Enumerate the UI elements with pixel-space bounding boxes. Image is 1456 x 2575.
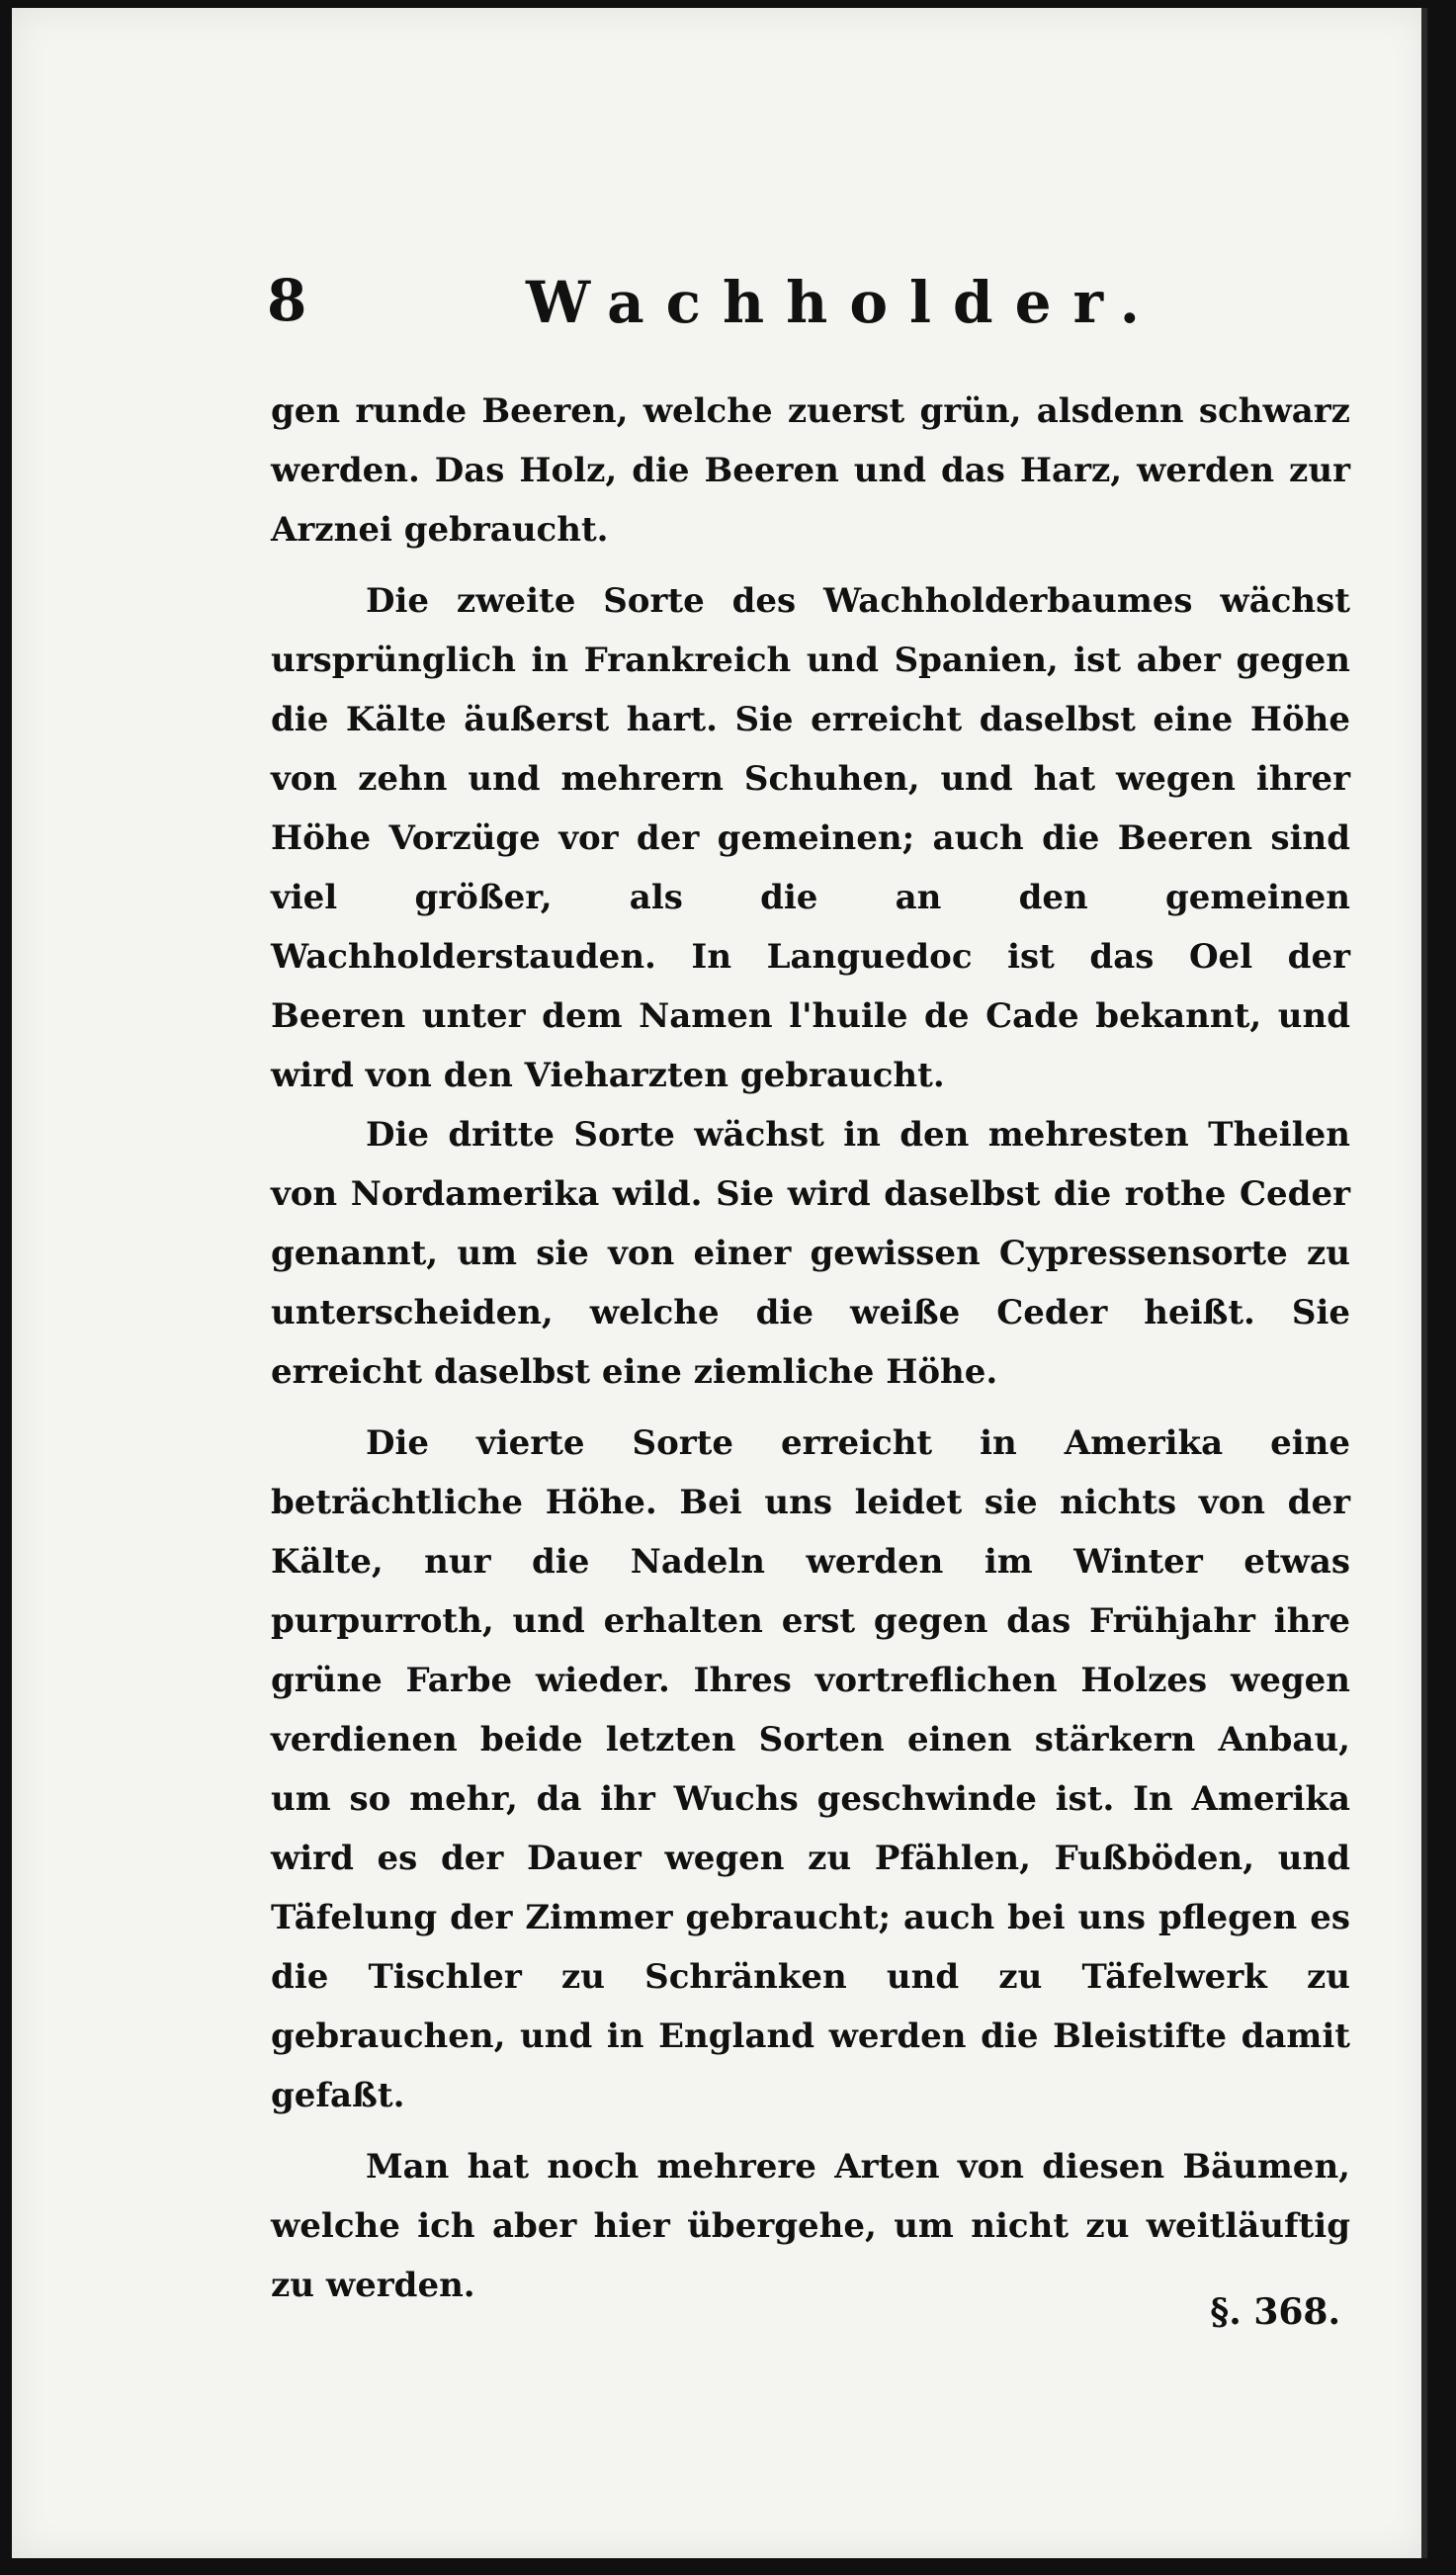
running-title: Wachholder. — [526, 269, 1161, 336]
book-page — [12, 8, 1427, 2558]
paragraph-5: Man hat noch mehrere Arten von diesen Bäumen, welche ich aber hier übergehe, um nicht zu weitläuftig zu werden. — [271, 2147, 1350, 2305]
paragraph-3: Die dritte Sorte wächst in den mehresten Theilen von Nordamerika wild. Sie wird daselbst die rothe Ceder genannt, um sie von einer gewissen Cypressensorte zu unterscheiden, welche die weiße Ceder heißt. Sie erreicht daselbst eine ziemliche Höhe. — [271, 1115, 1350, 1392]
page-number: 8 — [267, 267, 307, 334]
page-edge-shadow — [1421, 8, 1427, 2558]
paragraph-1: gen runde Beeren, welche zuerst grün, alsdenn schwarz werden. Das Holz, die Beeren und das Harz, werden zur Arznei gebraucht. — [271, 391, 1350, 550]
paragraph-4: Die vierte Sorte erreicht in Amerika eine beträchtliche Höhe. Bei uns leidet sie nichts von der Kälte, nur die Nadeln werden im Winter etwas purpurroth, und erhalten erst gegen das Frühjahr ihre grüne Farbe wieder. Ihres vortreflichen Holzes wegen verdienen beide letzten Sorten einen stärkern Anbau, um so mehr, da ihr Wuchs geschwinde ist. In Amerika wird es der Dauer wegen zu Pfählen, Fußböden, und Täfelung der Zimmer gebraucht; auch bei uns pflegen es die Tischler zu Schränken und zu Täfelwerk zu gebrauchen, und in England werden die Bleistifte damit gefaßt. — [271, 1423, 1350, 2115]
catchword: §. 368. — [1210, 2291, 1340, 2333]
paragraph-2: Die zweite Sorte des Wachholderbaumes wächst ursprünglich in Frankreich und Spanien, ist aber gegen die Kälte äußerst hart. Sie erreicht daselbst eine Höhe von zehn und mehrern Schuhen, und hat wegen ihrer Höhe Vorzüge vor der gemeinen; auch die Beeren sind viel größer, als die an den gemeinen Wachholderstauden. In Languedoc ist das Oel der Beeren unter dem Namen l'huile de Cade bekannt, und wird von den Vieharzten gebraucht. — [271, 581, 1350, 1095]
running-head — [257, 267, 1206, 346]
body-text — [271, 382, 1350, 2315]
